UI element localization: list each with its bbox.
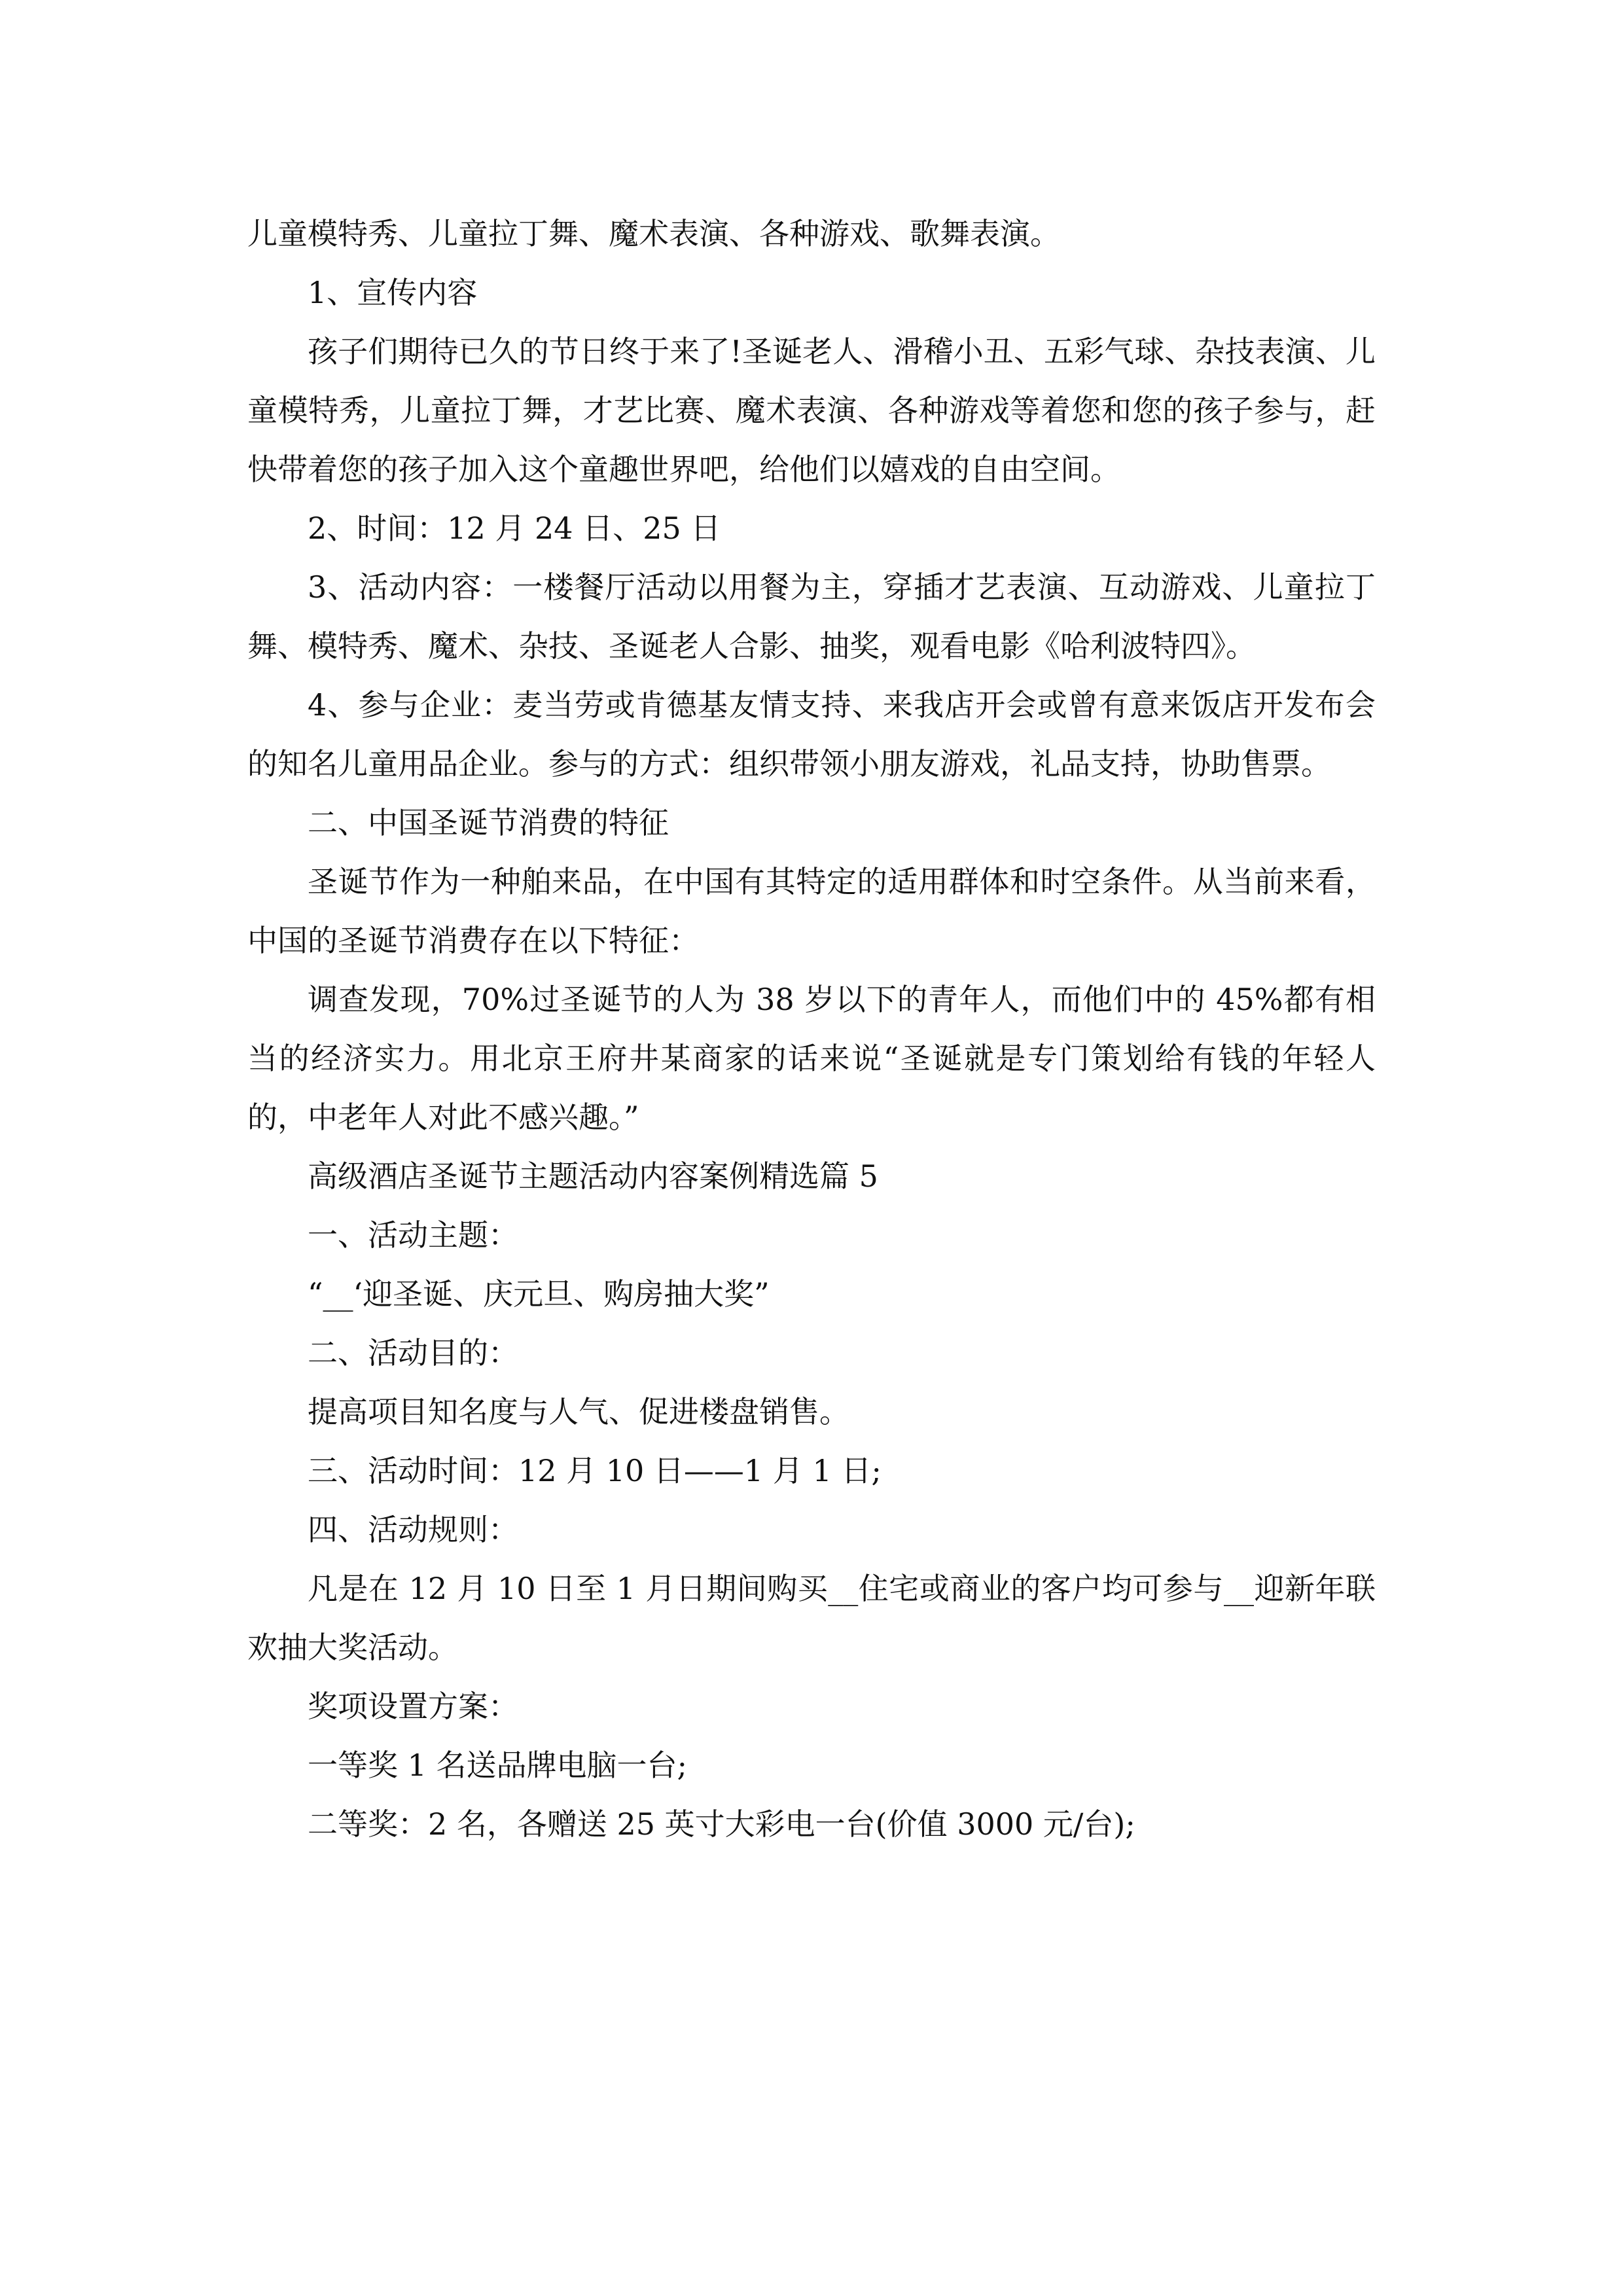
paragraph: 调查发现，70%过圣诞节的人为 38 岁以下的青年人，而他们中的 45%都有相当的经济实力。用北京王府井某商家的话来说“圣诞就是专门策划给有钱的年轻人的，中老年人对此不感兴趣。” [247, 982, 1376, 1135]
section-heading: 二、活动目的： [308, 1335, 518, 1371]
paragraph: 凡是在 12 月 10 日至 1 月日期间购买__住宅或商业的客户均可参与__迎新年联欢抽大奖活动。 [247, 1571, 1376, 1665]
article-title: 高级酒店圣诞节主题活动内容案例精选篇 5 [308, 1158, 878, 1194]
section-heading: 1、宣传内容 [308, 275, 478, 310]
paragraph: 2、时间：12 月 24 日、25 日 [308, 511, 721, 546]
paragraph: 孩子们期待已久的节日终于来了!圣诞老人、滑稽小丑、五彩气球、杂技表演、儿童模特秀，儿童拉丁舞，才艺比赛、魔术表演、各种游戏等着您和您的孩子参与，赶快带着您的孩子加入这个童趣世界吧，给他们以嬉戏的自由空间。 [247, 334, 1376, 487]
list-item: 一等奖 1 名送品牌电脑一台; [308, 1748, 688, 1783]
document-body [247, 204, 1376, 1854]
paragraph: 3、活动内容：一楼餐厅活动以用餐为主，穿插才艺表演、互动游戏、儿童拉丁舞、模特秀、魔术、杂技、圣诞老人合影、抽奖，观看电影《哈利波特四》。 [247, 569, 1376, 664]
paragraph: 儿童模特秀、儿童拉丁舞、魔术表演、各种游戏、歌舞表演。 [247, 216, 1060, 251]
paragraph: 4、参与企业：麦当劳或肯德基友情支持、来我店开会或曾有意来饭店开发布会的知名儿童用品企业。参与的方式：组织带领小朋友游戏，礼品支持，协助售票。 [247, 687, 1376, 781]
section-heading: 二、中国圣诞节消费的特征 [308, 805, 669, 840]
section-heading: 三、活动时间：12 月 10 日——1 月 1 日; [308, 1453, 882, 1488]
paragraph: 圣诞节作为一种舶来品，在中国有其特定的适用群体和时空条件。从当前来看，中国的圣诞节消费存在以下特征： [247, 864, 1376, 958]
paragraph: 提高项目知名度与人气、促进楼盘销售。 [308, 1394, 849, 1429]
paragraph: “__‘迎圣诞、庆元旦、购房抽大奖” [308, 1276, 770, 1312]
section-heading: 一、活动主题： [308, 1217, 518, 1253]
list-item: 二等奖：2 名，各赠送 25 英寸大彩电一台(价值 3000 元/台); [308, 1806, 1135, 1842]
section-heading: 四、活动规则： [308, 1512, 518, 1547]
paragraph: 奖项设置方案： [308, 1689, 518, 1724]
